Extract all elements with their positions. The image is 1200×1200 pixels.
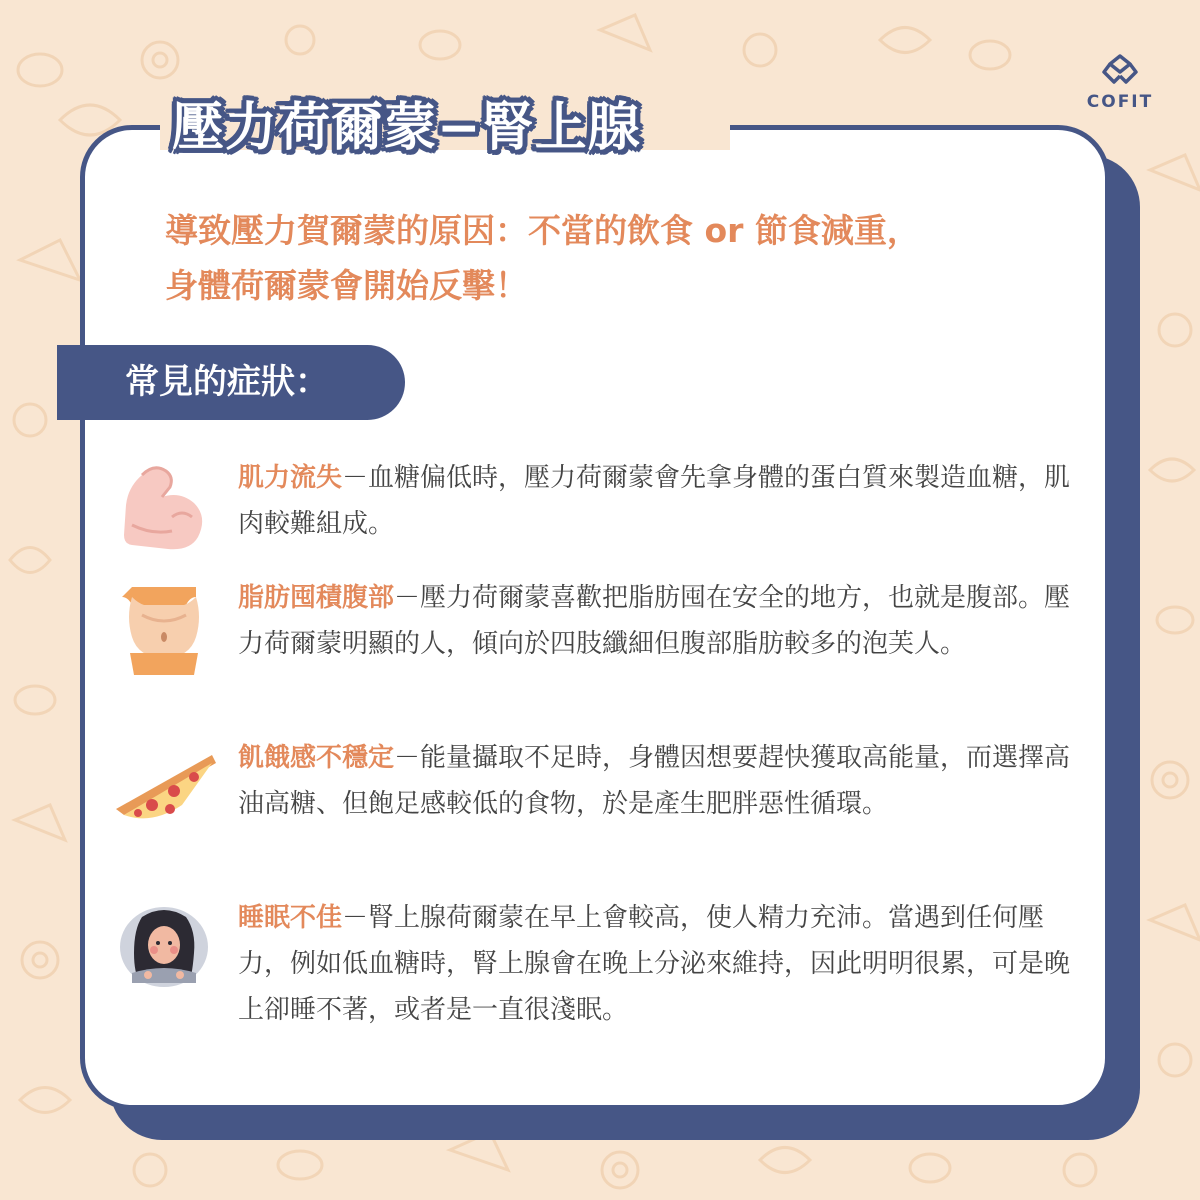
flexed-arm-icon — [112, 455, 217, 560]
symptom-term: 肌力流失 — [238, 463, 343, 493]
symptom-description: －能量攝取不足時，身體因想要趕快獲取高能量，而選擇高油高糖、但飽足感較低的食物，於是產生肥胖惡性循環。 — [238, 743, 1071, 819]
intro-statement — [165, 203, 1085, 313]
pizza-slice-icon — [112, 735, 217, 840]
symptom-term: 睡眠不佳 — [238, 903, 343, 933]
intro-line: 身體荷爾蒙會開始反擊！ — [165, 266, 528, 305]
section-heading: 常見的症狀： — [125, 362, 329, 402]
symptom-text — [238, 575, 1078, 667]
symptom-term: 飢餓感不穩定 — [238, 743, 395, 773]
belly-icon — [112, 575, 217, 680]
sleepless-woman-icon — [112, 895, 217, 1000]
cofit-logo-icon — [1100, 50, 1140, 90]
symptom-term: 脂肪囤積腹部 — [238, 583, 395, 613]
symptom-text — [238, 895, 1078, 1033]
cofit-logo — [1080, 50, 1160, 130]
symptom-text — [238, 455, 1078, 547]
intro-line: 導致壓力賀爾蒙的原因：不當的飲食 or 節食減重， — [165, 211, 920, 250]
symptom-description: －壓力荷爾蒙喜歡把脂肪囤在安全的地方，也就是腹部。壓力荷爾蒙明顯的人，傾向於四肢纖細但腹部脂肪較多的泡芙人。 — [238, 583, 1071, 659]
symptom-description: －血糖偏低時，壓力荷爾蒙會先拿身體的蛋白質來製造血糖，肌肉較難組成。 — [238, 463, 1071, 539]
symptom-description: －腎上腺荷爾蒙在早上會較高，使人精力充沛。當遇到任何壓力，例如低血糖時，腎上腺會在晚上分泌來維持，因此明明很累，可是晚上卻睡不著，或者是一直很淺眠。 — [238, 903, 1071, 1025]
page-title: 壓力荷爾蒙−腎上腺 — [172, 98, 641, 158]
logo-wordmark: COFIT — [1086, 92, 1154, 112]
symptom-text — [238, 735, 1078, 827]
